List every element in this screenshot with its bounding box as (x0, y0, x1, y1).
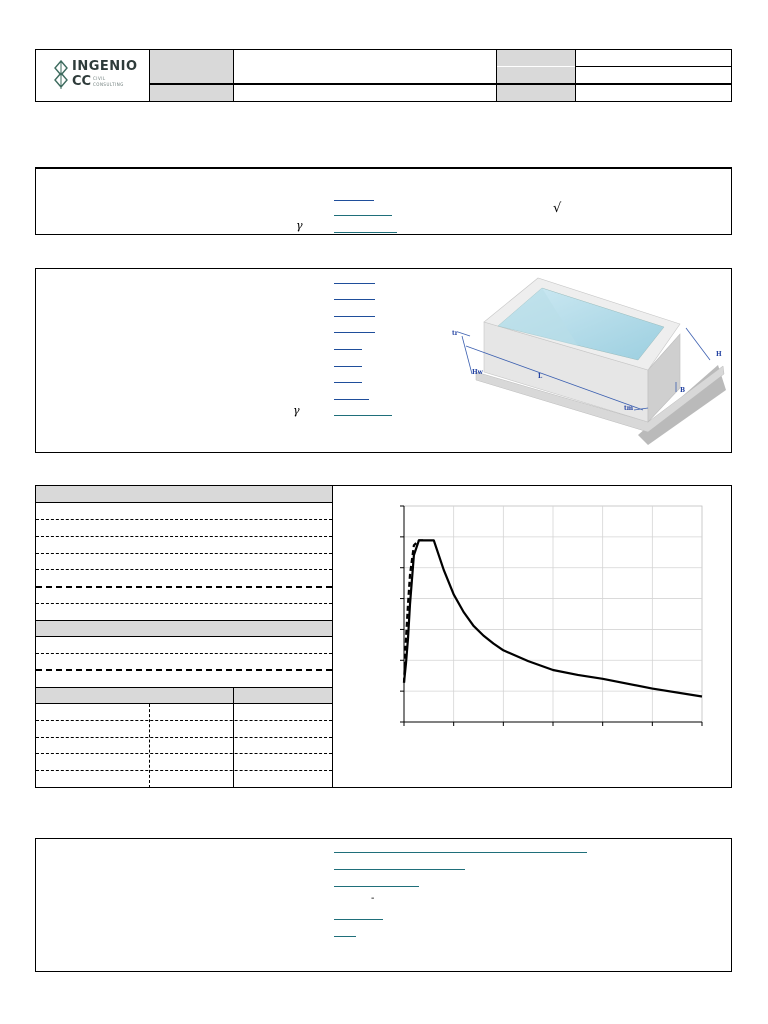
table-header-band (36, 621, 332, 636)
logo-mark-icon (54, 60, 68, 90)
table-row-line (36, 770, 332, 771)
table-row-line (36, 536, 332, 537)
tank-label-tm: tm (624, 405, 634, 412)
table-line (36, 502, 332, 503)
gamma-symbol: γ (293, 404, 300, 417)
result-underline[interactable] (334, 919, 383, 920)
input-underline[interactable] (334, 366, 362, 367)
tank-label-l: L (538, 373, 543, 380)
result-underline[interactable] (334, 852, 587, 853)
section-material-properties (35, 167, 732, 235)
header-gray-cell (497, 67, 575, 83)
table-line (36, 636, 332, 637)
table-row-line (36, 669, 332, 671)
header-row-line (149, 83, 732, 85)
header-gray-cell (150, 50, 233, 83)
input-underline[interactable] (334, 332, 375, 333)
result-underline[interactable] (334, 936, 356, 937)
response-spectrum-chart (390, 500, 710, 730)
sqrt-symbol: √ (553, 201, 562, 216)
table-row-line (36, 519, 332, 520)
table-row-line (36, 720, 332, 721)
logo-text-consulting: CONSULTING (93, 82, 124, 87)
gamma-symbol: γ (296, 219, 303, 232)
input-underline[interactable] (334, 349, 362, 350)
header-divider (575, 49, 576, 102)
table-header-band (36, 486, 332, 502)
header-divider (496, 49, 497, 102)
header-gray-cell (150, 85, 233, 101)
header-gray-cell (497, 50, 575, 66)
table-row-line (36, 569, 332, 570)
table-row-line (36, 586, 332, 588)
header-row-line (575, 66, 732, 67)
result-underline[interactable] (334, 869, 465, 870)
input-underline[interactable] (334, 232, 397, 233)
table-row-line (36, 753, 332, 754)
input-underline[interactable] (334, 283, 375, 284)
logo-text-civil: CIVIL (93, 76, 106, 81)
input-underline[interactable] (334, 382, 362, 383)
table-col-line (149, 704, 150, 788)
tank-illustration (448, 270, 726, 450)
tank-label-tr: tr (452, 330, 458, 337)
table-row-line (36, 603, 332, 604)
logo-text-ingenio: INGENIO (72, 59, 138, 74)
input-underline[interactable] (334, 399, 369, 400)
tank-label-hw: Hw (472, 369, 483, 376)
logo-text-cc: CC (72, 74, 92, 89)
result-underline[interactable] (334, 886, 419, 887)
tank-label-h: H (716, 351, 722, 358)
dash-mark: - (371, 893, 375, 904)
header-divider (233, 49, 234, 102)
input-underline[interactable] (334, 316, 375, 317)
table-row-line (36, 553, 332, 554)
input-underline[interactable] (334, 215, 392, 216)
input-underline[interactable] (334, 299, 375, 300)
company-logo (52, 58, 142, 94)
seismic-divider (332, 485, 333, 788)
input-underline[interactable] (334, 415, 392, 416)
tank-label-b: B (680, 387, 686, 394)
table-row-line (36, 737, 332, 738)
table-header-band (36, 688, 332, 703)
input-underline[interactable] (334, 200, 374, 201)
table-line (36, 703, 332, 704)
header-gray-cell (497, 85, 575, 101)
section-results (35, 838, 732, 972)
table-row-line (36, 653, 332, 654)
